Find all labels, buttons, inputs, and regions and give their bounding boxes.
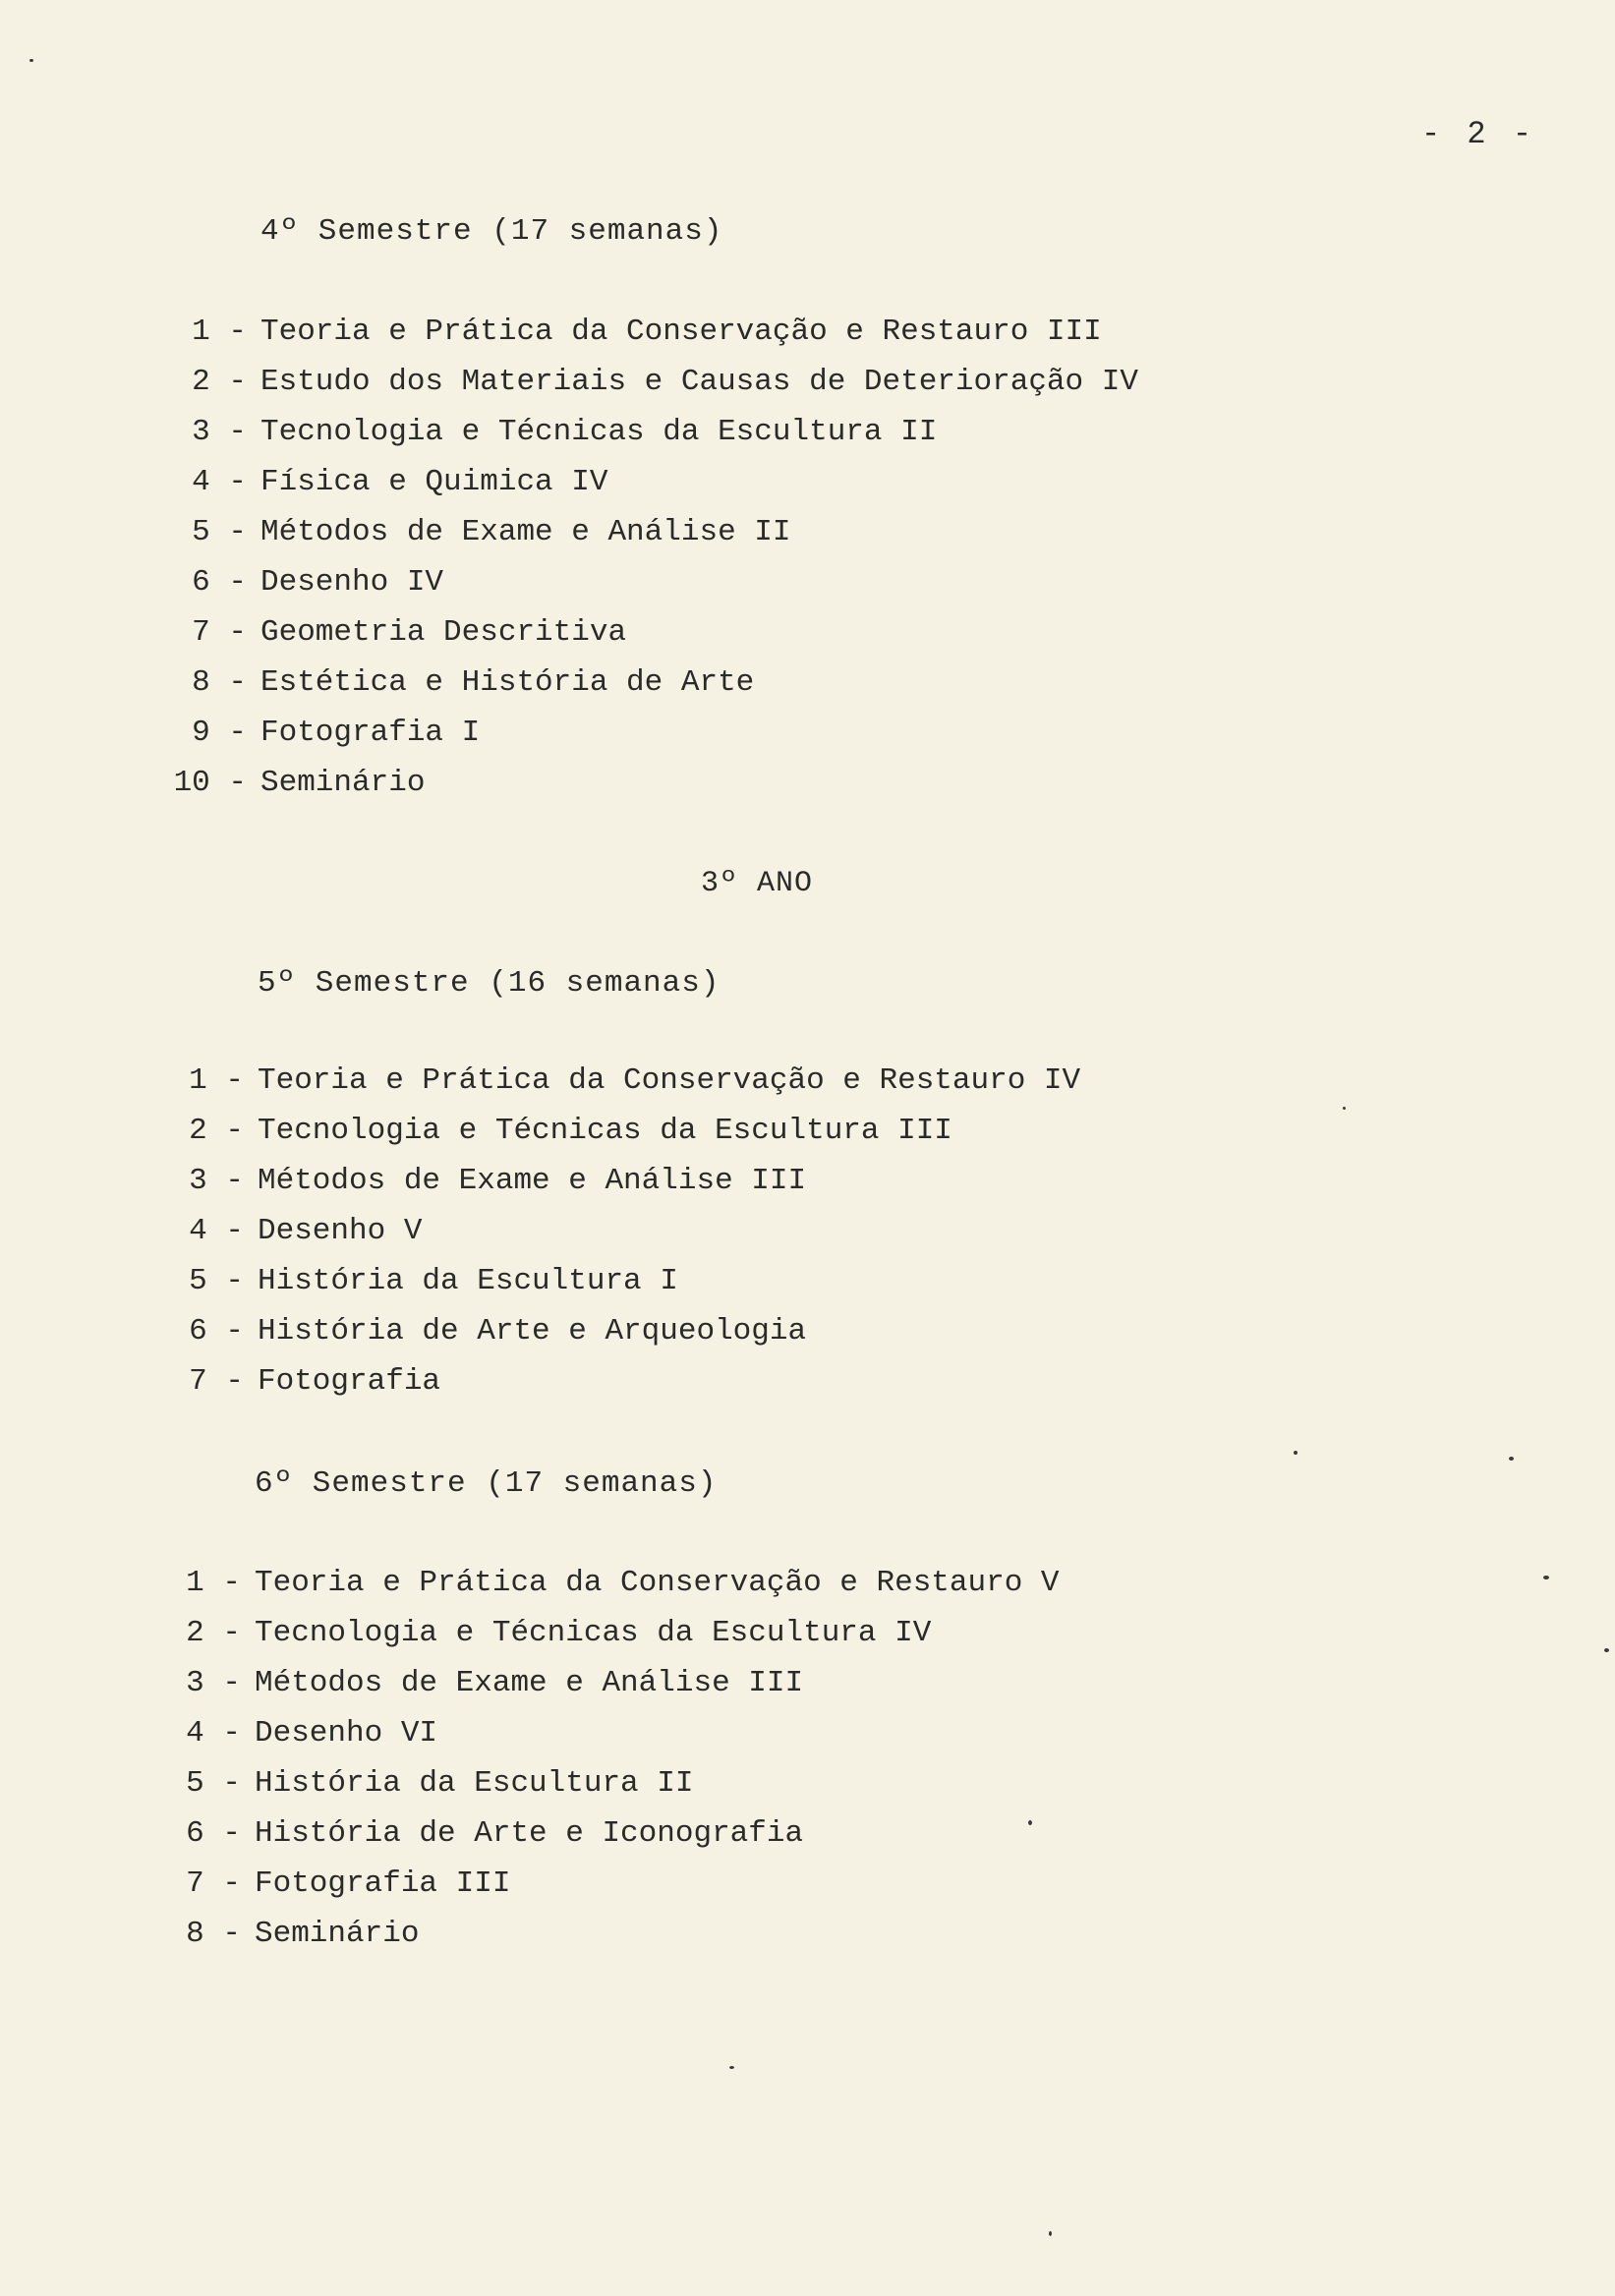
course-number: 3 - [186, 1666, 241, 1700]
course-number: 2 - [186, 1616, 241, 1650]
course-number: 1 - [189, 1063, 244, 1098]
course-number: 3 - [189, 1164, 244, 1198]
course-number: 4 - [192, 465, 247, 499]
course-item [192, 507, 1138, 557]
course-item [173, 758, 1138, 808]
course-title: História de Arte e Arqueologia [258, 1314, 807, 1349]
page-number: - 2 - [1421, 116, 1536, 152]
course-item [186, 1859, 1060, 1909]
course-number: 8 - [192, 665, 247, 700]
course-title: História da Escultura I [258, 1264, 678, 1298]
course-item [186, 1708, 1060, 1758]
course-title: Desenho V [258, 1214, 423, 1248]
course-item [189, 1206, 1080, 1256]
course-number: 6 - [189, 1314, 244, 1349]
course-title: Tecnologia e Técnicas da Escultura IV [255, 1616, 932, 1650]
course-title: Métodos de Exame e Análise III [258, 1164, 807, 1198]
course-title: Estudo dos Materiais e Causas de Deterioração IV [260, 365, 1138, 399]
course-title: Física e Quimica IV [260, 465, 608, 499]
course-title: História de Arte e Iconografia [255, 1816, 804, 1851]
paper-speck [1509, 1457, 1514, 1461]
course-number: 5 - [186, 1766, 241, 1801]
course-number: 8 - [186, 1917, 241, 1951]
course-number: 6 - [192, 565, 247, 600]
course-title: Teoria e Prática da Conservação e Restauro IV [258, 1063, 1081, 1098]
course-item [189, 1156, 1080, 1206]
course-title: Seminário [260, 766, 426, 800]
paper-speck [1294, 1451, 1298, 1455]
course-item [192, 357, 1138, 407]
course-number: 1 - [192, 315, 247, 349]
course-number: 5 - [189, 1264, 244, 1298]
course-title: Métodos de Exame e Análise III [255, 1666, 804, 1700]
semester-heading-4: 4º Semestre (17 semanas) [260, 214, 723, 249]
course-item [186, 1608, 1060, 1658]
paper-speck [1028, 1820, 1032, 1825]
course-item [189, 1306, 1080, 1356]
course-item [186, 1658, 1060, 1708]
course-item [192, 557, 1138, 607]
course-item [192, 307, 1138, 357]
course-title: Geometria Descritiva [260, 615, 627, 650]
paper-speck [1343, 1107, 1346, 1110]
course-title: Fotografia I [260, 716, 481, 750]
course-title: Fotografia [258, 1364, 441, 1399]
course-number: 5 - [192, 515, 247, 549]
course-number: 6 - [186, 1816, 241, 1851]
course-title: Teoria e Prática da Conservação e Restauro III [260, 315, 1102, 349]
course-number: 7 - [186, 1866, 241, 1901]
course-number: 1 - [186, 1566, 241, 1600]
course-title: Desenho VI [255, 1716, 438, 1751]
course-title: Fotografia III [255, 1866, 511, 1901]
course-title: Tecnologia e Técnicas da Escultura III [258, 1114, 952, 1148]
course-title: Estética e História de Arte [260, 665, 755, 700]
course-item [186, 1909, 1060, 1959]
course-title: Seminário [255, 1917, 420, 1951]
course-number: 2 - [189, 1114, 244, 1148]
course-number: 9 - [192, 716, 247, 750]
course-title: Desenho IV [260, 565, 444, 600]
course-number: 7 - [189, 1364, 244, 1399]
course-item [192, 407, 1138, 457]
course-item [189, 1106, 1080, 1156]
course-list-semester-6 [186, 1558, 1060, 1959]
course-item [192, 708, 1138, 758]
course-item [186, 1758, 1060, 1808]
course-title: Métodos de Exame e Análise II [260, 515, 791, 549]
course-title: Tecnologia e Técnicas da Escultura II [260, 415, 938, 449]
course-item [189, 1056, 1081, 1106]
year-heading: 3º ANO [701, 867, 814, 900]
course-item [192, 658, 1138, 708]
course-item [186, 1558, 1060, 1608]
paper-speck [1543, 1576, 1549, 1579]
paper-speck [1604, 1648, 1609, 1652]
course-item [189, 1256, 1080, 1306]
course-number: 2 - [192, 365, 247, 399]
course-number: 4 - [189, 1214, 244, 1248]
course-title: Teoria e Prática da Conservação e Restauro V [255, 1566, 1060, 1600]
course-item [189, 1356, 1080, 1406]
semester-heading-5: 5º Semestre (16 semanas) [258, 966, 721, 1001]
course-number: 10 - [173, 766, 247, 800]
semester-heading-6: 6º Semestre (17 semanas) [255, 1466, 718, 1501]
course-list-semester-5 [189, 1056, 1081, 1406]
course-title: História da Escultura II [255, 1766, 694, 1801]
course-number: 3 - [192, 415, 247, 449]
course-item [186, 1808, 1060, 1859]
course-item [192, 607, 1138, 658]
paper-speck [29, 59, 33, 62]
course-item [192, 457, 1138, 507]
course-number: 4 - [186, 1716, 241, 1751]
course-list-semester-4 [173, 307, 1138, 808]
paper-speck [729, 2066, 734, 2069]
paper-speck [1049, 2231, 1052, 2236]
course-number: 7 - [192, 615, 247, 650]
